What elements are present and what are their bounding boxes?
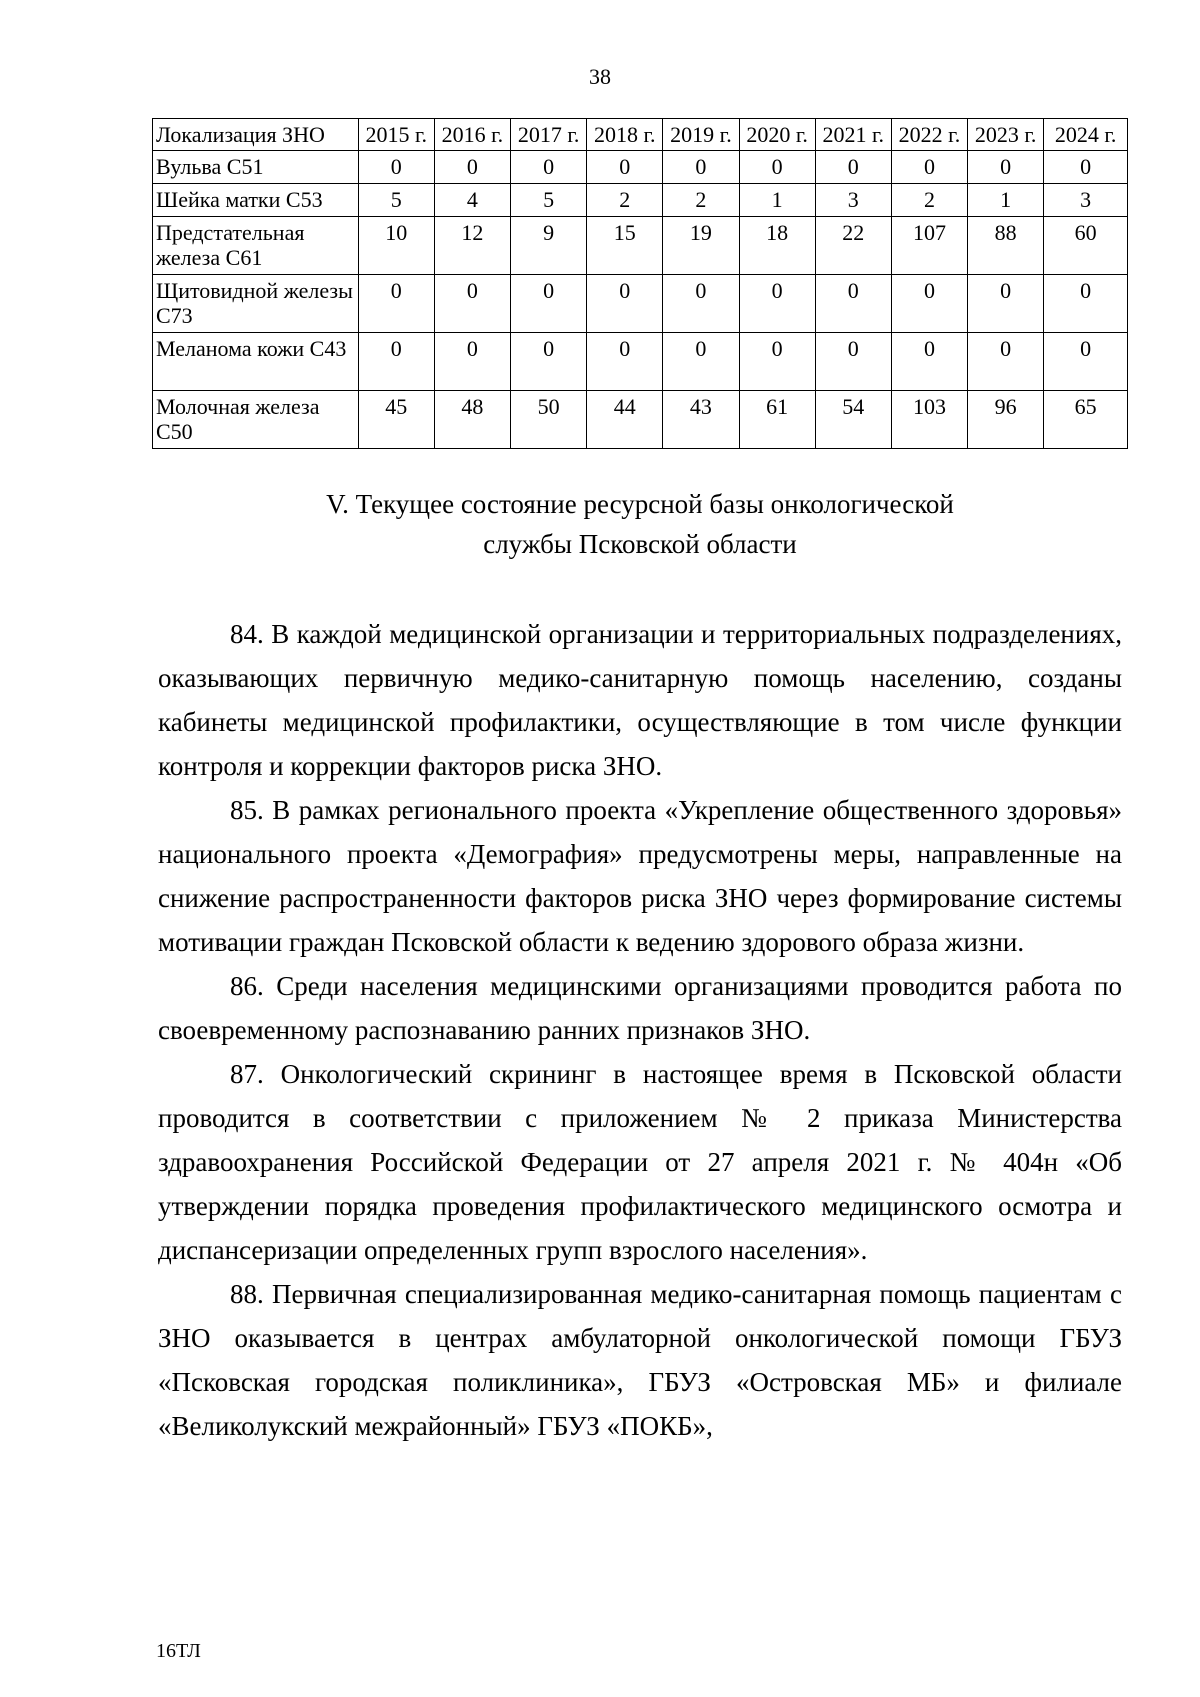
table-row — [153, 151, 1128, 184]
table-cell: 0 — [1044, 333, 1128, 391]
table-cell: 3 — [1044, 184, 1128, 217]
table-cell: 2 — [891, 184, 967, 217]
table-cell: 45 — [358, 391, 434, 449]
table-cell: 103 — [891, 391, 967, 449]
table-cell: 0 — [587, 275, 663, 333]
section-heading — [150, 484, 1130, 564]
table-row — [153, 391, 1128, 449]
table-cell: 2 — [663, 184, 739, 217]
header-year: 2018 г. — [587, 119, 663, 151]
table-cell: 0 — [968, 275, 1044, 333]
table-cell: 0 — [358, 275, 434, 333]
row-label: Предстательная железа С61 — [153, 217, 359, 275]
table-row — [153, 333, 1128, 391]
table-cell: 0 — [587, 333, 663, 391]
table-cell: 5 — [511, 184, 587, 217]
header-year: 2022 г. — [891, 119, 967, 151]
table-cell: 5 — [358, 184, 434, 217]
table-cell: 9 — [511, 217, 587, 275]
table-cell: 88 — [968, 217, 1044, 275]
table-cell: 0 — [663, 275, 739, 333]
header-year: 2017 г. — [511, 119, 587, 151]
table-cell: 2 — [587, 184, 663, 217]
table-cell: 0 — [739, 151, 815, 184]
table-cell: 48 — [434, 391, 510, 449]
table-cell: 0 — [663, 151, 739, 184]
table-cell: 43 — [663, 391, 739, 449]
row-label: Меланома кожи С43 — [153, 333, 359, 391]
table-cell: 96 — [968, 391, 1044, 449]
table-cell: 0 — [434, 333, 510, 391]
table-cell: 0 — [968, 151, 1044, 184]
table-cell: 0 — [739, 333, 815, 391]
header-year: 2020 г. — [739, 119, 815, 151]
section-heading-line: V. Текущее состояние ресурсной базы онкологической — [326, 489, 954, 519]
table-cell: 0 — [434, 275, 510, 333]
header-year: 2015 г. — [358, 119, 434, 151]
table-cell: 0 — [434, 151, 510, 184]
paragraph-84: 84. В каждой медицинской организации и территориальных подразделениях, оказывающих первичную медико-санитарную помощь населению, созданы кабинеты медицинской профилактики, осуществляющие в том числе функции контроля и коррекции факторов риска ЗНО. — [158, 619, 1122, 781]
paragraph-88: 88. Первичная специализированная медико-санитарная помощь пациентам с ЗНО оказывается в центрах амбулаторной онкологической помощи ГБУЗ «Псковская городская поликлиника», ГБУЗ «Островская МБ» и филиале «Великолукский межрайонный» ГБУЗ «ПОКБ», — [158, 1279, 1122, 1441]
header-year: 2021 г. — [815, 119, 891, 151]
table-cell: 0 — [891, 151, 967, 184]
row-label: Шейка матки С53 — [153, 184, 359, 217]
table-row — [153, 275, 1128, 333]
table-cell: 50 — [511, 391, 587, 449]
table-cell: 0 — [511, 275, 587, 333]
table-cell: 0 — [1044, 275, 1128, 333]
table-cell: 54 — [815, 391, 891, 449]
paragraph-87: 87. Онкологический скрининг в настоящее время в Псковской области проводится в соответствии с приложением № 2 приказа Министерства здравоохранения Российской Федерации от 27 апреля 2021 г. № 404н «Об утверждении порядка проведения профилактического медицинского осмотра и диспансеризации определенных групп взрослого населения». — [158, 1059, 1122, 1265]
header-year: 2016 г. — [434, 119, 510, 151]
row-label: Молочная железа С50 — [153, 391, 359, 449]
table-cell: 3 — [815, 184, 891, 217]
table-cell: 22 — [815, 217, 891, 275]
row-label: Щитовидной железы С73 — [153, 275, 359, 333]
table-cell: 0 — [511, 333, 587, 391]
table-row — [153, 184, 1128, 217]
header-year: 2024 г. — [1044, 119, 1128, 151]
table-cell: 0 — [891, 275, 967, 333]
table-cell: 19 — [663, 217, 739, 275]
table-cell: 0 — [663, 333, 739, 391]
cancer-localization-table — [152, 118, 1128, 449]
table-cell: 18 — [739, 217, 815, 275]
table-cell: 1 — [968, 184, 1044, 217]
body-text — [158, 612, 1122, 1448]
table-cell: 0 — [739, 275, 815, 333]
table-cell: 0 — [968, 333, 1044, 391]
table-row — [153, 217, 1128, 275]
table-cell: 0 — [1044, 151, 1128, 184]
page-number: 38 — [589, 64, 611, 89]
header-year: 2019 г. — [663, 119, 739, 151]
table-header-row — [153, 119, 1128, 151]
table-cell: 0 — [891, 333, 967, 391]
table-cell: 0 — [358, 333, 434, 391]
header-year: 2023 г. — [968, 119, 1044, 151]
table-cell: 60 — [1044, 217, 1128, 275]
section-heading-line: службы Псковской области — [483, 529, 797, 559]
table-cell: 107 — [891, 217, 967, 275]
header-localization: Локализация ЗНО — [153, 119, 359, 151]
table-cell: 0 — [587, 151, 663, 184]
paragraph-85: 85. В рамках регионального проекта «Укрепление общественного здоровья» национального проекта «Демография» предусмотрены меры, направленные на снижение распространенности факторов риска ЗНО через формирование системы мотивации граждан Псковской области к ведению здорового образа жизни. — [158, 795, 1122, 957]
table-cell: 10 — [358, 217, 434, 275]
table-cell: 0 — [815, 333, 891, 391]
footer-document-code: 16ТЛ — [156, 1640, 201, 1662]
table-cell: 15 — [587, 217, 663, 275]
row-label: Вульва С51 — [153, 151, 359, 184]
table-cell: 0 — [511, 151, 587, 184]
paragraph-86: 86. Среди населения медицинскими организациями проводится работа по своевременному распознаванию ранних признаков ЗНО. — [158, 971, 1122, 1045]
table-cell: 0 — [815, 275, 891, 333]
table-cell: 44 — [587, 391, 663, 449]
table-cell: 65 — [1044, 391, 1128, 449]
table-cell: 0 — [358, 151, 434, 184]
table-cell: 0 — [815, 151, 891, 184]
table-cell: 4 — [434, 184, 510, 217]
table-cell: 61 — [739, 391, 815, 449]
table-cell: 1 — [739, 184, 815, 217]
table-cell: 12 — [434, 217, 510, 275]
